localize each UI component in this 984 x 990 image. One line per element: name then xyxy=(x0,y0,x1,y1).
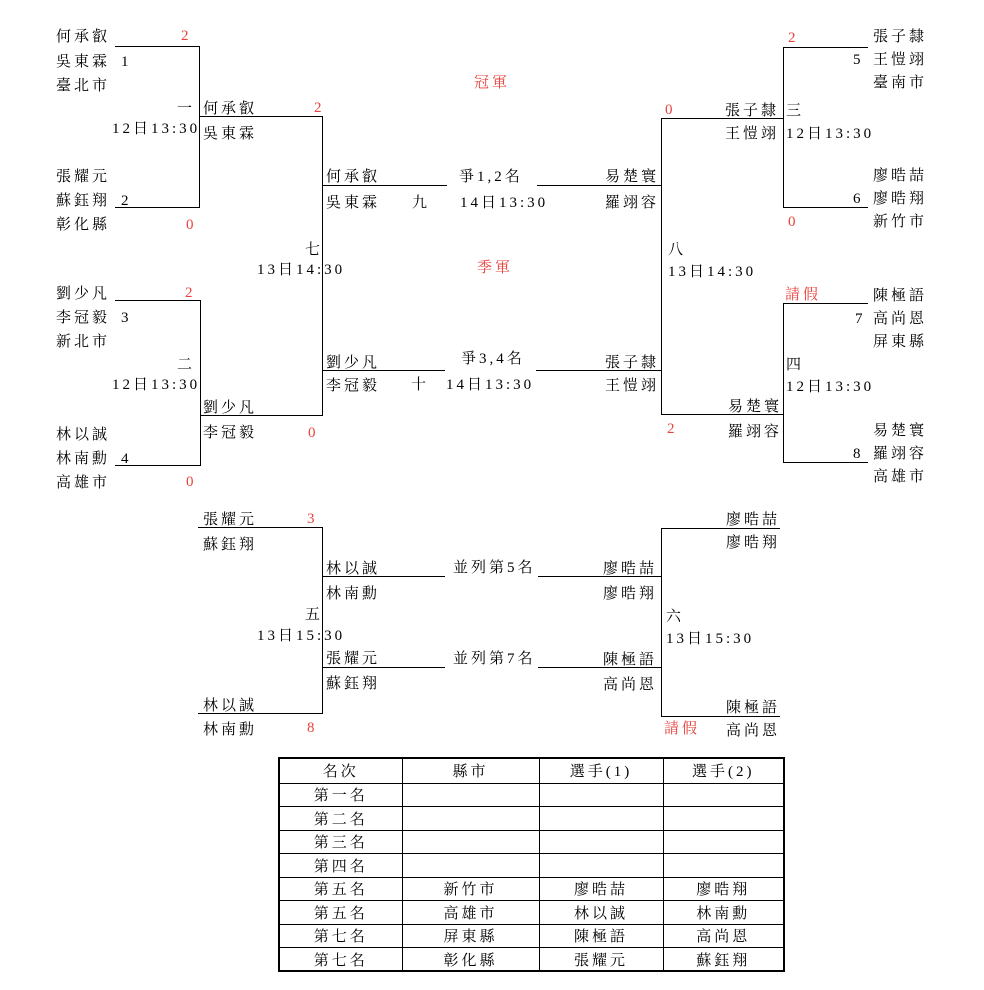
standings-table xyxy=(278,757,785,972)
bracket-line xyxy=(783,207,868,208)
team8-player2: 羅翊容 xyxy=(873,446,928,462)
standings-cell-player2: 蘇鈺翔 xyxy=(663,948,784,972)
team6-player2: 廖晧翔 xyxy=(873,191,928,207)
team2-seed: 2 xyxy=(121,193,132,209)
final-label: 爭1,2名 xyxy=(459,169,523,185)
bracket-line xyxy=(322,667,445,668)
match5-loser-player2: 蘇鈺翔 xyxy=(326,676,381,692)
standings-row xyxy=(279,807,784,831)
score-m1-bottom: 0 xyxy=(186,217,197,233)
consolation-final-label: 爭3,4名 xyxy=(461,351,525,367)
match1-winner-player1: 何承叡 xyxy=(203,101,258,117)
match5-time: 13日15:30 xyxy=(257,628,346,644)
team8-seed: 8 xyxy=(853,446,864,462)
standings-cell-rank: 第二名 xyxy=(279,807,402,831)
match6-winner-player2: 廖晧翔 xyxy=(603,586,658,602)
match6-winner-player1: 廖晧喆 xyxy=(603,561,658,577)
score-m7-top: 2 xyxy=(314,100,325,116)
standings-row xyxy=(279,877,784,901)
standings-cell-player1: 張耀元 xyxy=(539,948,663,972)
standings-cell-player1 xyxy=(539,854,663,878)
standings-cell-player2 xyxy=(663,807,784,831)
standings-cell-rank: 第一名 xyxy=(279,783,402,807)
match5-bottom-player1: 林以誠 xyxy=(203,698,258,714)
standings-cell-city xyxy=(402,807,539,831)
match6-number: 六 xyxy=(666,609,685,625)
match6-bottom-player1: 陳極語 xyxy=(726,700,781,716)
match2-number: 二 xyxy=(177,357,196,373)
standings-cell-player2: 林南勳 xyxy=(663,901,784,925)
match10-number: 十 xyxy=(411,377,430,393)
match1-winner-player2: 吳東霖 xyxy=(203,126,258,142)
match9-time: 14日13:30 xyxy=(460,195,549,211)
standings-row xyxy=(279,948,784,972)
match6-top-player1: 廖晧喆 xyxy=(726,512,781,528)
match9-number: 九 xyxy=(412,195,431,211)
match5-top-player1: 張耀元 xyxy=(203,512,258,528)
team2-player1: 張耀元 xyxy=(56,169,111,185)
team8-city: 高雄市 xyxy=(873,469,928,485)
bracket-line xyxy=(783,47,784,207)
match6-time: 13日15:30 xyxy=(666,631,755,647)
team8-player1: 易楚寰 xyxy=(873,423,928,439)
standings-cell-city: 彰化縣 xyxy=(402,948,539,972)
standings-cell-city xyxy=(402,783,539,807)
team5-seed: 5 xyxy=(853,52,864,68)
score-m1-top: 2 xyxy=(181,28,192,44)
standings-cell-city: 新竹市 xyxy=(402,877,539,901)
standings-row xyxy=(279,854,784,878)
bracket-line xyxy=(537,185,661,186)
team1-city: 臺北市 xyxy=(56,78,111,94)
standings-cell-rank: 第五名 xyxy=(279,901,402,925)
match1-number: 一 xyxy=(177,101,196,117)
third-place-label: 季軍 xyxy=(477,260,514,276)
standings-cell-city: 高雄市 xyxy=(402,901,539,925)
bracket-line xyxy=(661,528,662,716)
match4-time: 12日13:30 xyxy=(786,379,875,395)
match2-winner-player2: 李冠毅 xyxy=(203,425,258,441)
team3-player2: 李冠毅 xyxy=(56,310,111,326)
team2-player2: 蘇鈺翔 xyxy=(56,193,111,209)
team4-city: 高雄市 xyxy=(56,475,111,491)
match7-loser-player2: 李冠毅 xyxy=(326,378,381,394)
score-m5-top: 3 xyxy=(307,511,318,527)
score-m2-bottom: 0 xyxy=(186,474,197,490)
score-m3-bottom: 0 xyxy=(788,214,799,230)
score-m2-top: 2 xyxy=(185,285,196,301)
match3-winner-player1: 張子隸 xyxy=(725,103,780,119)
standings-cell-player2: 廖晧翔 xyxy=(663,877,784,901)
team1-seed: 1 xyxy=(121,54,132,70)
champion-label: 冠軍 xyxy=(474,75,511,91)
bracket-line xyxy=(661,528,780,529)
standings-cell-player1: 林以誠 xyxy=(539,901,663,925)
team7-player2: 高尚恩 xyxy=(873,311,928,327)
match8-number: 八 xyxy=(668,242,687,258)
standings-cell-player2 xyxy=(663,854,784,878)
standings-cell-rank: 第七名 xyxy=(279,924,402,948)
match2-winner-player1: 劉少凡 xyxy=(203,400,258,416)
standings-cell-rank: 第四名 xyxy=(279,854,402,878)
team3-city: 新北市 xyxy=(56,334,111,350)
tied-fifth-label: 並列第5名 xyxy=(453,560,536,576)
team3-seed: 3 xyxy=(121,310,132,326)
tied-seventh-label: 並列第7名 xyxy=(453,651,536,667)
match7-time: 13日14:30 xyxy=(257,262,346,278)
bracket-line xyxy=(783,47,868,48)
team5-city: 臺南市 xyxy=(873,75,928,91)
match6-leave-label: 請假 xyxy=(664,721,701,737)
match6-bottom-player2: 高尚恩 xyxy=(726,723,781,739)
team4-player2: 林南勳 xyxy=(56,451,111,467)
standings-cell-player1: 陳極語 xyxy=(539,924,663,948)
score-m5-bottom: 8 xyxy=(307,720,318,736)
bracket-line xyxy=(661,118,662,415)
match8-winner-player2: 羅翊容 xyxy=(605,195,660,211)
match2-time: 12日13:30 xyxy=(112,377,201,393)
match3-number: 三 xyxy=(786,103,805,119)
team2-city: 彰化縣 xyxy=(56,217,111,233)
bracket-line xyxy=(783,303,868,304)
bracket-line xyxy=(783,303,784,462)
team3-player1: 劉少凡 xyxy=(56,286,111,302)
match7-winner-player1: 何承叡 xyxy=(326,169,381,185)
standings-cell-player1 xyxy=(539,830,663,854)
match6-loser-player2: 高尚恩 xyxy=(603,677,658,693)
standings-header-city: 縣市 xyxy=(402,758,539,783)
match5-winner-player1: 林以誠 xyxy=(326,561,381,577)
match7-loser-player1: 劉少凡 xyxy=(326,355,381,371)
match7-number: 七 xyxy=(305,242,324,258)
match3-winner-player2: 王愷翊 xyxy=(725,126,780,142)
score-m3-top: 2 xyxy=(788,30,799,46)
standings-cell-rank: 第三名 xyxy=(279,830,402,854)
standings-cell-rank: 第五名 xyxy=(279,877,402,901)
team6-city: 新竹市 xyxy=(873,214,928,230)
match1-time: 12日13:30 xyxy=(112,121,201,137)
standings-cell-player2 xyxy=(663,830,784,854)
standings-cell-city xyxy=(402,854,539,878)
match8-winner-player1: 易楚寰 xyxy=(605,169,660,185)
standings-cell-rank: 第七名 xyxy=(279,948,402,972)
standings-header-rank: 名次 xyxy=(279,758,402,783)
match5-winner-player2: 林南勳 xyxy=(326,586,381,602)
match6-top-player2: 廖晧翔 xyxy=(726,535,781,551)
team1-player2: 吳東霖 xyxy=(56,54,111,70)
team7-player1: 陳極語 xyxy=(873,288,928,304)
standings-header-player1: 選手(1) xyxy=(539,758,663,783)
standings-cell-player1 xyxy=(539,783,663,807)
match5-number: 五 xyxy=(305,607,324,623)
team7-seed: 7 xyxy=(855,311,866,327)
team6-player1: 廖晧喆 xyxy=(873,168,928,184)
standings-row xyxy=(279,830,784,854)
team5-player1: 張子隸 xyxy=(873,29,928,45)
team7-leave-label: 請假 xyxy=(785,287,822,303)
match5-loser-player1: 張耀元 xyxy=(326,651,381,667)
match8-time: 13日14:30 xyxy=(668,264,757,280)
match8-loser-player2: 王愷翊 xyxy=(605,378,660,394)
match10-time: 14日13:30 xyxy=(446,377,535,393)
standings-row xyxy=(279,783,784,807)
standings-cell-city xyxy=(402,830,539,854)
standings-cell-city: 屏東縣 xyxy=(402,924,539,948)
match5-top-player2: 蘇鈺翔 xyxy=(203,537,258,553)
match4-winner-player1: 易楚寰 xyxy=(728,399,783,415)
bracket-line xyxy=(115,46,199,47)
standings-header-row xyxy=(279,758,784,783)
standings-cell-player2: 高尚恩 xyxy=(663,924,784,948)
match7-winner-player2: 吳東霖 xyxy=(326,195,381,211)
standings-row xyxy=(279,901,784,925)
bracket-line xyxy=(661,716,780,717)
match6-loser-player1: 陳極語 xyxy=(603,652,658,668)
bracket-line xyxy=(322,185,447,186)
score-m8-top: 0 xyxy=(665,102,676,118)
standings-cell-player1 xyxy=(539,807,663,831)
team5-player2: 王愷翊 xyxy=(873,52,928,68)
team6-seed: 6 xyxy=(853,191,864,207)
standings-cell-player1: 廖晧喆 xyxy=(539,877,663,901)
team1-player1: 何承叡 xyxy=(56,29,111,45)
match4-winner-player2: 羅翊容 xyxy=(728,424,783,440)
standings-row xyxy=(279,924,784,948)
match5-bottom-player2: 林南勳 xyxy=(203,722,258,738)
team7-city: 屏東縣 xyxy=(873,334,928,350)
match4-number: 四 xyxy=(786,357,805,373)
standings-cell-player2 xyxy=(663,783,784,807)
standings-header-player2: 選手(2) xyxy=(663,758,784,783)
score-m8-bottom: 2 xyxy=(667,421,678,437)
bracket-line xyxy=(783,462,868,463)
team4-player1: 林以誠 xyxy=(56,427,111,443)
team4-seed: 4 xyxy=(121,451,132,467)
match3-time: 12日13:30 xyxy=(786,126,875,142)
score-m7-bottom: 0 xyxy=(308,425,319,441)
match8-loser-player1: 張子隸 xyxy=(605,355,660,371)
